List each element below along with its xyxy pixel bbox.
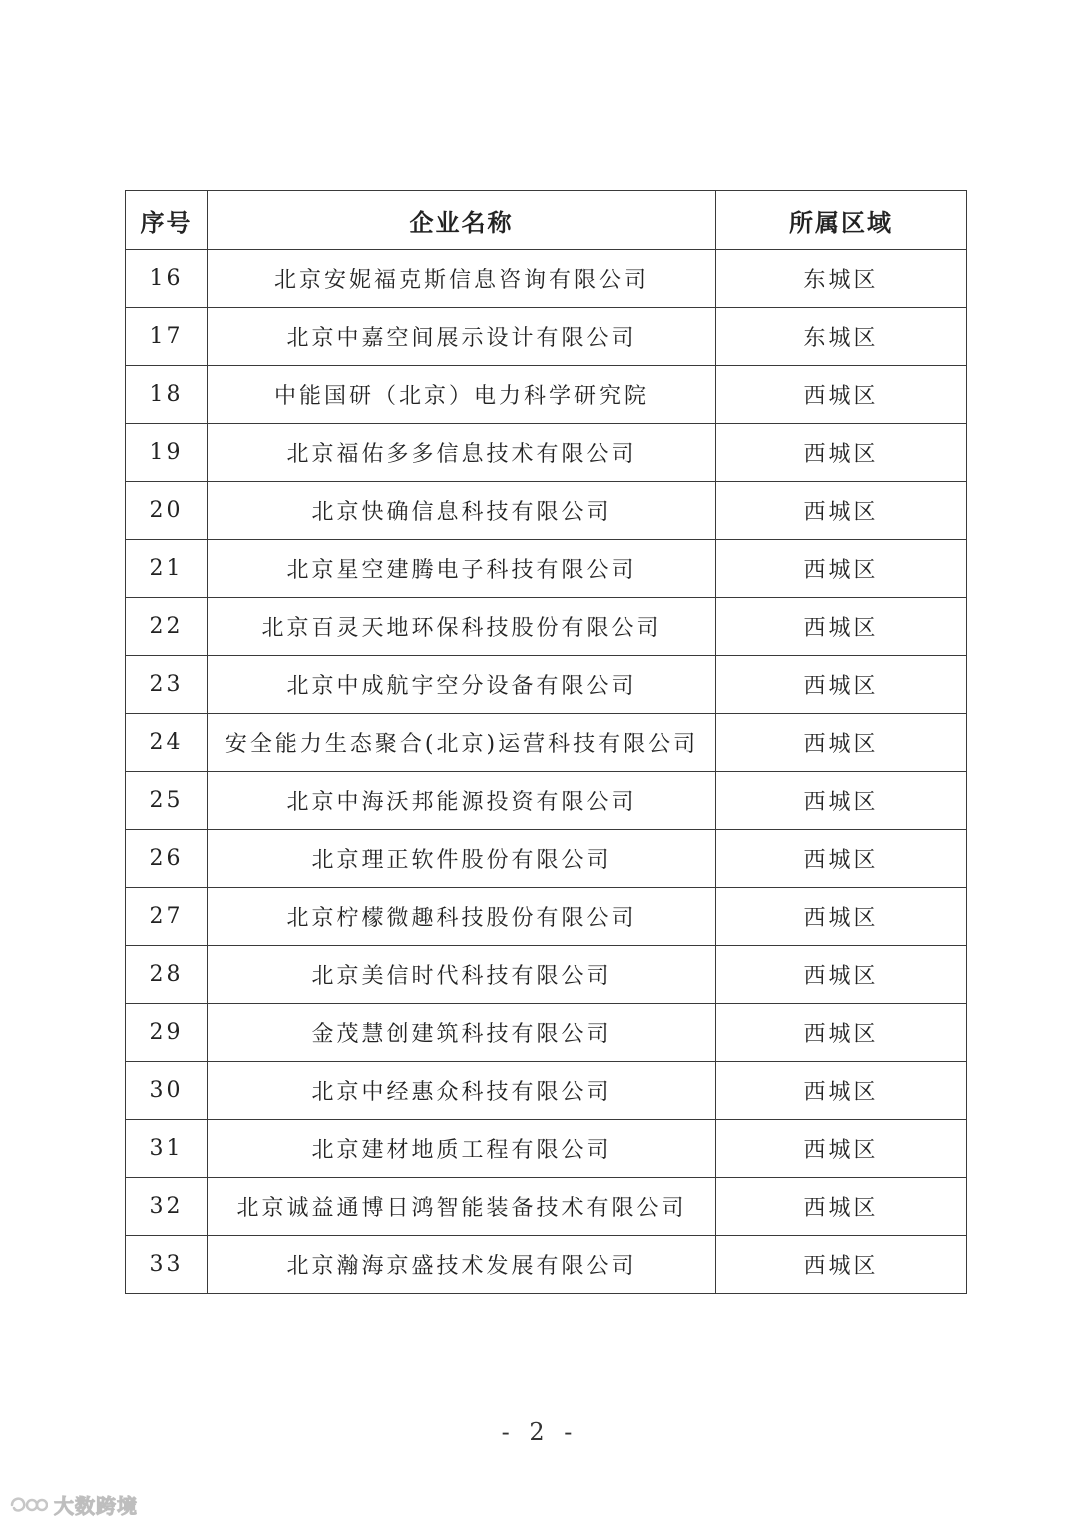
cell-region: 西城区: [716, 1062, 967, 1120]
table-row: [126, 714, 967, 772]
cell-seq: 30: [126, 1062, 208, 1120]
table-row: [126, 656, 967, 714]
table-row: [126, 1236, 967, 1294]
cell-region: 西城区: [716, 656, 967, 714]
table-row: [126, 888, 967, 946]
cell-company-name: 北京柠檬微趣科技股份有限公司: [208, 888, 716, 946]
cell-seq: 18: [126, 366, 208, 424]
table-row: [126, 772, 967, 830]
cell-seq: 26: [126, 830, 208, 888]
table-header-row: [126, 191, 967, 250]
company-list-table: [125, 190, 967, 1294]
cell-company-name: 安全能力生态聚合(北京)运营科技有限公司: [208, 714, 716, 772]
cell-company-name: 北京诚益通博日鸿智能装备技术有限公司: [208, 1178, 716, 1236]
cell-seq: 33: [126, 1236, 208, 1294]
cell-company-name: 北京福佑多多信息技术有限公司: [208, 424, 716, 482]
cell-seq: 29: [126, 1004, 208, 1062]
cell-seq: 23: [126, 656, 208, 714]
cell-company-name: 北京中经惠众科技有限公司: [208, 1062, 716, 1120]
cell-company-name: 金茂慧创建筑科技有限公司: [208, 1004, 716, 1062]
header-seq: 序号: [126, 191, 208, 250]
cell-company-name: 北京中海沃邦能源投资有限公司: [208, 772, 716, 830]
page-number: - 2 -: [501, 1418, 579, 1446]
table-row: [126, 482, 967, 540]
cell-seq: 24: [126, 714, 208, 772]
cell-region: 西城区: [716, 424, 967, 482]
cell-region: 西城区: [716, 366, 967, 424]
table-row: [126, 250, 967, 308]
cell-company-name: 北京安妮福克斯信息咨询有限公司: [208, 250, 716, 308]
cell-region: 西城区: [716, 1004, 967, 1062]
table-row: [126, 540, 967, 598]
table-row: [126, 308, 967, 366]
cell-seq: 32: [126, 1178, 208, 1236]
table-row: [126, 1004, 967, 1062]
cell-seq: 16: [126, 250, 208, 308]
cell-seq: 25: [126, 772, 208, 830]
cell-seq: 21: [126, 540, 208, 598]
header-company-name: 企业名称: [208, 191, 716, 250]
cell-company-name: 北京中嘉空间展示设计有限公司: [208, 308, 716, 366]
cell-region: 西城区: [716, 772, 967, 830]
cell-seq: 27: [126, 888, 208, 946]
cell-region: 西城区: [716, 1236, 967, 1294]
cell-region: 东城区: [716, 250, 967, 308]
table-row: [126, 1062, 967, 1120]
cell-seq: 20: [126, 482, 208, 540]
cell-company-name: 北京理正软件股份有限公司: [208, 830, 716, 888]
table-row: [126, 1120, 967, 1178]
cell-company-name: 北京建材地质工程有限公司: [208, 1120, 716, 1178]
cell-company-name: 北京百灵天地环保科技股份有限公司: [208, 598, 716, 656]
cell-company-name: 北京美信时代科技有限公司: [208, 946, 716, 1004]
cell-company-name: 中能国研（北京）电力科学研究院: [208, 366, 716, 424]
cell-company-name: 北京星空建腾电子科技有限公司: [208, 540, 716, 598]
table-row: [126, 1178, 967, 1236]
cell-region: 西城区: [716, 946, 967, 1004]
brand-logo-icon: [8, 1493, 48, 1517]
cell-seq: 22: [126, 598, 208, 656]
cell-region: 西城区: [716, 482, 967, 540]
table-row: [126, 830, 967, 888]
header-region: 所属区域: [716, 191, 967, 250]
cell-region: 西城区: [716, 540, 967, 598]
table-row: [126, 424, 967, 482]
cell-region: 西城区: [716, 1178, 967, 1236]
cell-company-name: 北京中成航宇空分设备有限公司: [208, 656, 716, 714]
cell-seq: 17: [126, 308, 208, 366]
table-row: [126, 366, 967, 424]
cell-region: 西城区: [716, 598, 967, 656]
cell-region: 西城区: [716, 714, 967, 772]
cell-seq: 28: [126, 946, 208, 1004]
table-row: [126, 598, 967, 656]
cell-region: 西城区: [716, 830, 967, 888]
cell-company-name: 北京瀚海京盛技术发展有限公司: [208, 1236, 716, 1294]
cell-region: 西城区: [716, 1120, 967, 1178]
table-body: [126, 250, 967, 1294]
cell-seq: 31: [126, 1120, 208, 1178]
watermark-text: 大数跨境: [54, 1494, 138, 1518]
cell-company-name: 北京快确信息科技有限公司: [208, 482, 716, 540]
cell-region: 西城区: [716, 888, 967, 946]
cell-region: 东城区: [716, 308, 967, 366]
cell-seq: 19: [126, 424, 208, 482]
table-row: [126, 946, 967, 1004]
watermark: [8, 1490, 138, 1519]
